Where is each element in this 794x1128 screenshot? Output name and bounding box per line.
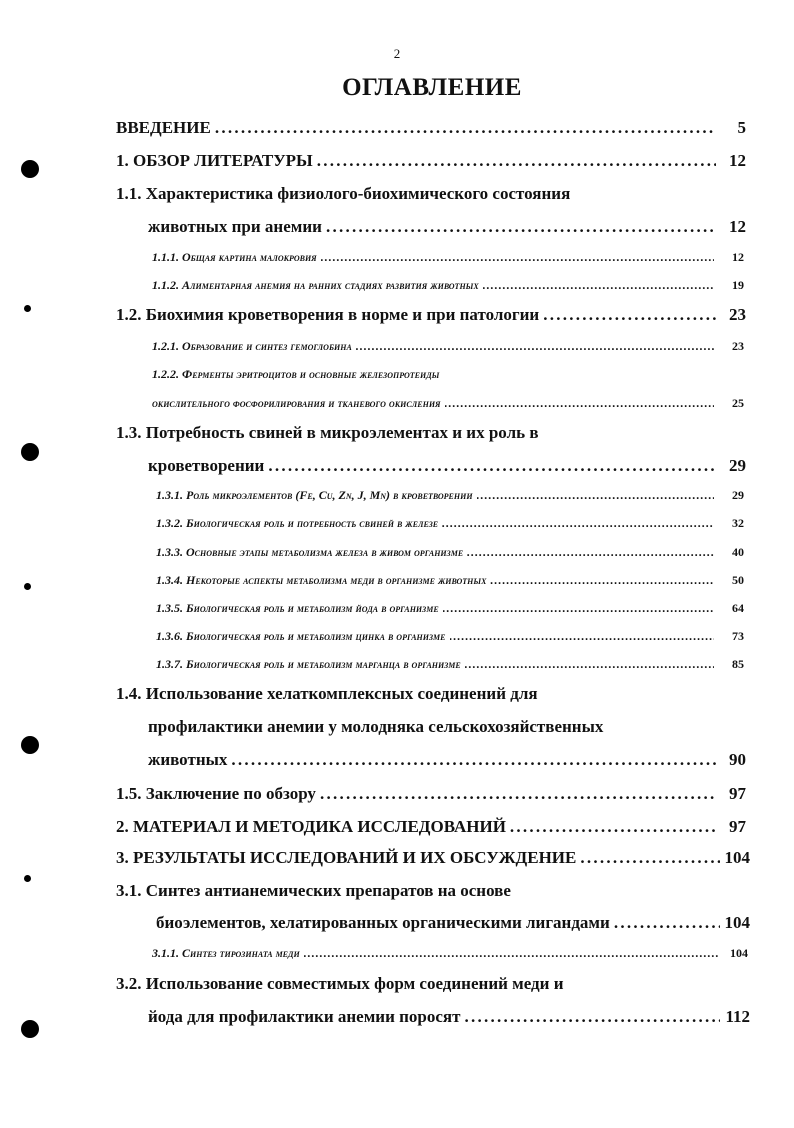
- leader-dots: [317, 151, 716, 171]
- toc-entry-page: 40: [732, 545, 744, 559]
- leader-dots: [510, 817, 716, 837]
- toc-entry[interactable]: [116, 784, 746, 804]
- toc-entry-page: 23: [732, 339, 744, 353]
- leader-dots: [477, 488, 714, 503]
- toc-entry-title: йода для профилактики анемии поросят: [148, 1007, 461, 1026]
- toc-entry[interactable]: [156, 913, 750, 933]
- toc-entry-page: 90: [729, 750, 746, 769]
- leader-dots: [326, 217, 716, 237]
- toc-entry[interactable]: [148, 750, 746, 770]
- toc-entry-page: 64: [732, 601, 744, 615]
- toc-entry-page: 112: [725, 1007, 750, 1026]
- leader-dots: [268, 456, 716, 476]
- leader-dots: [231, 750, 716, 770]
- leader-dots: [443, 601, 714, 616]
- toc-entry[interactable]: [156, 657, 744, 672]
- leader-dots: [450, 629, 715, 644]
- toc-entry-title: 3.1.1. Синтез тирозината меди: [152, 946, 300, 960]
- toc-entry-title: животных: [148, 750, 228, 769]
- toc-entry-page: 23: [729, 305, 746, 324]
- toc-entry-page: 85: [732, 657, 744, 671]
- toc-entry-title: 1.3. Потребность свиней в микроэлементах и их роль в: [116, 423, 539, 442]
- toc-entry-title: 1.1.2. Алиментарная анемия на ранних стадиях развития животных: [152, 278, 479, 292]
- toc-entry[interactable]: [116, 305, 746, 325]
- toc-entry-page: 12: [732, 250, 744, 264]
- leader-dots: [614, 913, 720, 933]
- leader-dots: [467, 545, 714, 560]
- toc-entry[interactable]: [152, 250, 744, 265]
- toc-entry-page: 5: [737, 118, 746, 137]
- toc-entry-title: 3.1. Синтез антианемических препаратов на основе: [116, 881, 511, 900]
- toc-entry[interactable]: [152, 396, 744, 411]
- toc-entry-page: 29: [729, 456, 746, 475]
- toc-entry-title: 2. МАТЕРИАЛ И МЕТОДИКА ИССЛЕДОВАНИЙ: [116, 817, 506, 836]
- toc-entry[interactable]: [152, 339, 744, 354]
- toc-entry-title: 1.2.1. Образование и синтез гемоглобина: [152, 339, 352, 353]
- toc-entry-title: 1.2.2. Ферменты эритроцитов и основные железопротеиды: [152, 367, 440, 381]
- toc-entry-title: 1.1. Характеристика физиолого-биохимического состояния: [116, 184, 571, 203]
- toc-entry-title: 1.3.4. Некоторые аспекты метаболизма меди в организме животных: [156, 573, 487, 587]
- toc-entry[interactable]: [156, 488, 744, 503]
- toc-entry-page: 97: [729, 817, 746, 836]
- toc-entry-title: 1.1.1. Общая картина малокровия: [152, 250, 317, 264]
- toc-entry-title: 1.2. Биохимия кроветворения в норме и при патологии: [116, 305, 540, 324]
- page-number: 2: [393, 46, 401, 61]
- leader-dots: [465, 657, 714, 672]
- leader-dots: [445, 396, 714, 411]
- toc-entry-page: 32: [732, 516, 744, 530]
- toc-entry-title: 1. ОБЗОР ЛИТЕРАТУРЫ: [116, 151, 313, 170]
- leader-dots: [442, 516, 714, 531]
- leader-dots: [215, 118, 716, 138]
- toc-entry[interactable]: [148, 1007, 750, 1027]
- toc-entry-title: 3. РЕЗУЛЬТАТЫ ИССЛЕДОВАНИЙ И ИХ ОБСУЖДЕНИЕ: [116, 848, 577, 867]
- toc-entry[interactable]: [156, 545, 744, 560]
- toc-entry[interactable]: [156, 601, 744, 616]
- toc-entry-title: ВВЕДЕНИЕ: [116, 118, 211, 137]
- toc-entry-title: 1.3.6. Биологическая роль и метаболизм цинка в организме: [156, 629, 446, 643]
- toc-entry-title: 1.3.7. Биологическая роль и метаболизм марганца в организме: [156, 657, 461, 671]
- leader-dots: [464, 1007, 720, 1027]
- toc-entry-page: 50: [732, 573, 744, 587]
- leader-dots: [356, 339, 714, 354]
- toc-entry-title: биоэлементов, хелатированных органическими лигандами: [156, 913, 610, 932]
- toc-entry-page: 25: [732, 396, 744, 410]
- toc-entry[interactable]: [156, 629, 744, 644]
- toc-entry-title: животных при анемии: [148, 217, 322, 236]
- toc-entry[interactable]: [156, 573, 744, 588]
- toc-entry-page: 104: [724, 848, 750, 867]
- leader-dots: [580, 848, 720, 868]
- leader-dots: [304, 946, 718, 961]
- toc-entry-page: 12: [729, 217, 746, 236]
- leader-dots: [543, 305, 716, 325]
- toc-entry-page: 104: [724, 913, 750, 932]
- leader-dots: [490, 573, 714, 588]
- toc-entry[interactable]: [116, 817, 746, 837]
- toc-entry-page: 73: [732, 629, 744, 643]
- toc-entry-title: 1.3.3. Основные этапы метаболизма железа в живом организме: [156, 545, 464, 559]
- toc-entry[interactable]: [116, 151, 746, 171]
- toc-entry-title: профилактики анемии у молодняка сельскохозяйственных: [148, 717, 604, 736]
- toc-entry-title: кроветворении: [148, 456, 265, 475]
- toc-entry-title: окислительного фосфорилирования и тканевого окисления: [152, 396, 441, 410]
- toc-entry[interactable]: [152, 946, 748, 961]
- toc-entry[interactable]: [152, 278, 744, 293]
- page-title: ОГЛАВЛЕНИЕ: [342, 74, 522, 101]
- toc-entry-title: 1.3.2. Биологическая роль и потребность свиней в железе: [156, 516, 439, 530]
- leader-dots: [321, 250, 714, 265]
- toc-entry-title: 1.5. Заключение по обзору: [116, 784, 316, 803]
- toc-entry[interactable]: [148, 217, 746, 237]
- toc-entry[interactable]: [156, 516, 744, 531]
- toc-entry-title: 1.3.1. Роль микроэлементов (Fe, Cu, Zn, J, Mn) в кроветворении: [156, 488, 473, 502]
- toc-entry[interactable]: [148, 456, 746, 476]
- toc-entry-page: 29: [732, 488, 744, 502]
- toc-entry-page: 104: [730, 946, 748, 960]
- toc-entry[interactable]: [116, 848, 750, 868]
- toc-entry-page: 97: [729, 784, 746, 803]
- toc-entry-title: 1.3.5. Биологическая роль и метаболизм йода в организме: [156, 601, 439, 615]
- toc-entry-title: 3.2. Использование совместимых форм соединений меди и: [116, 974, 564, 993]
- leader-dots: [483, 278, 714, 293]
- toc-entry-page: 19: [732, 278, 744, 292]
- leader-dots: [320, 784, 716, 804]
- toc-entry-page: 12: [729, 151, 746, 170]
- toc-entry-title: 1.4. Использование хелаткомплексных соединений для: [116, 684, 538, 703]
- toc-entry[interactable]: [116, 118, 746, 138]
